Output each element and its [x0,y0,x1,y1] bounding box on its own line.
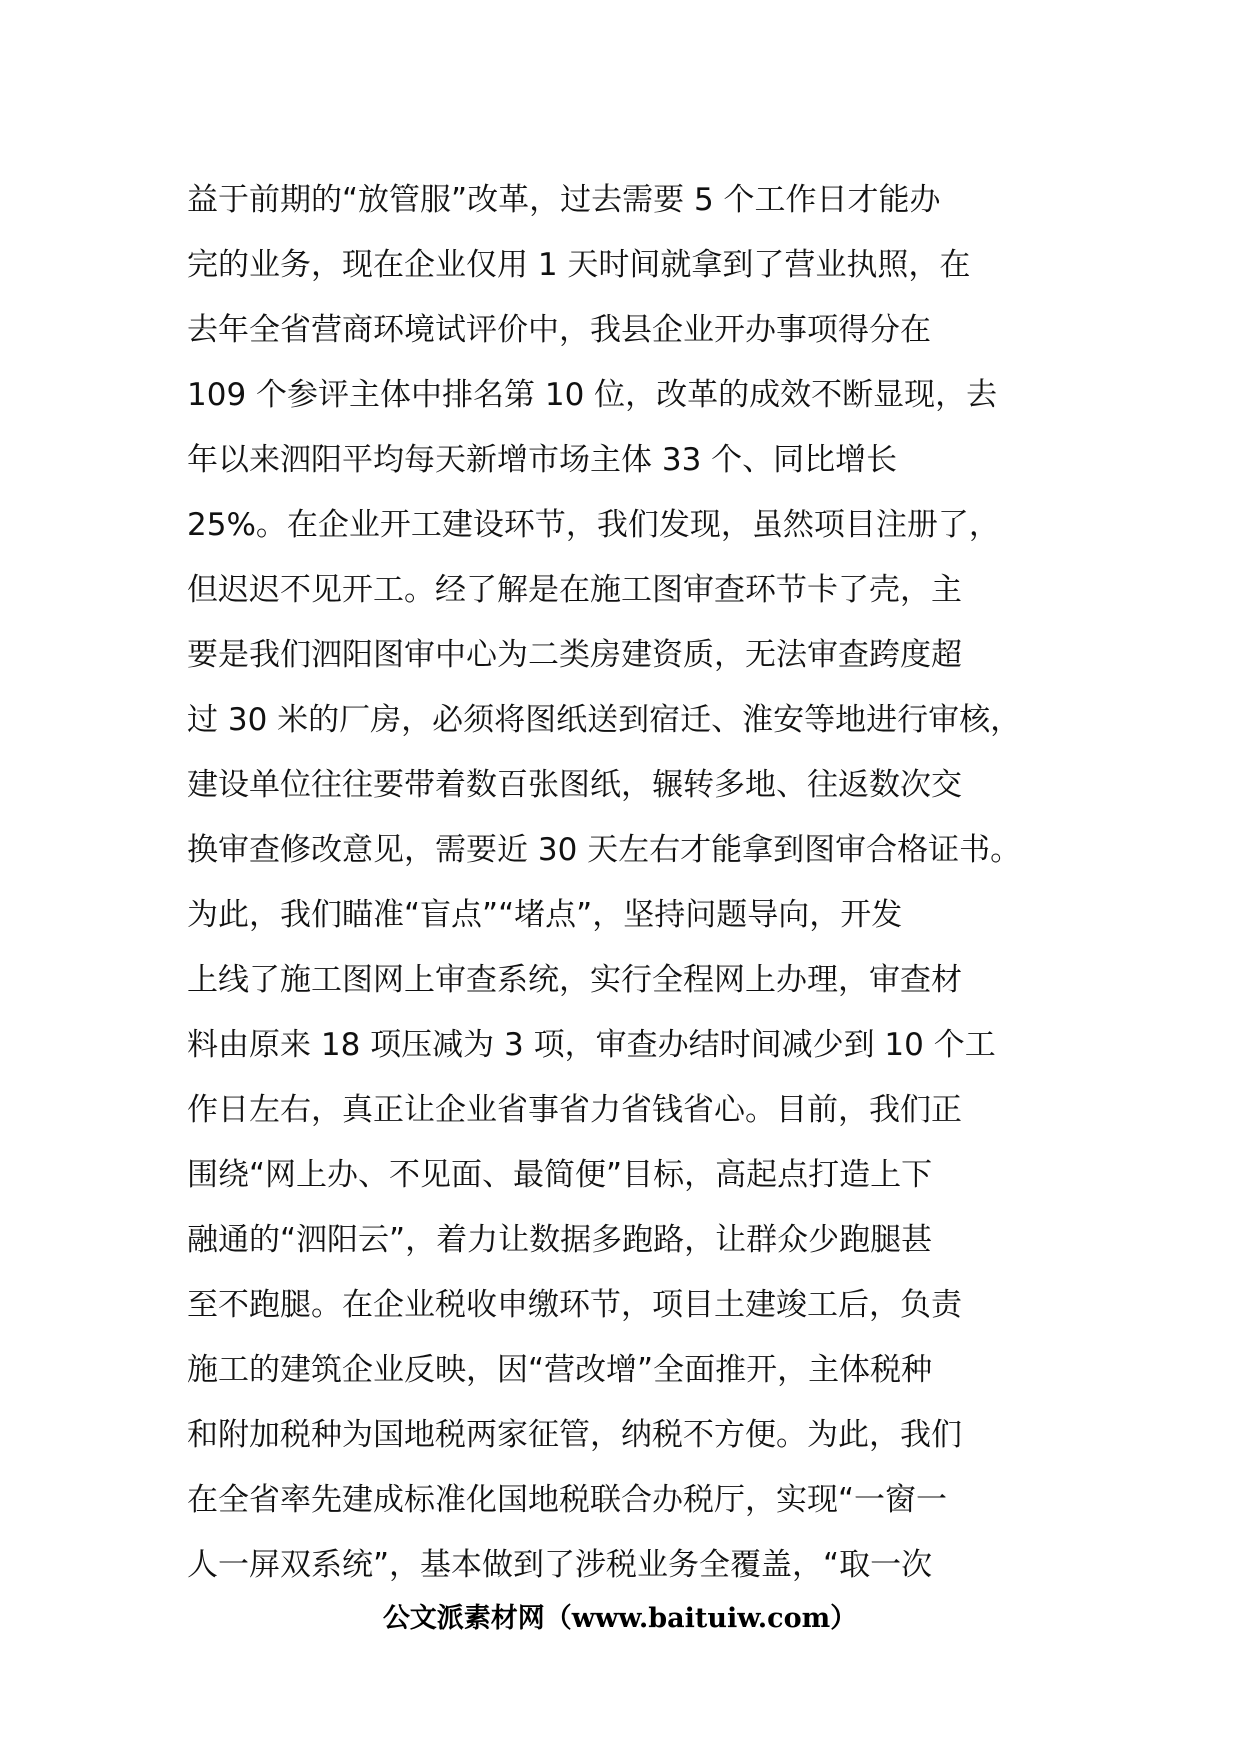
text-line: 益于前期的“放管服”改革，过去需要 5 个工作日才能办 [187,182,941,218]
text-line: 25%。在企业开工建设环节，我们发现，虽然项目注册了， [187,507,1000,543]
text-line: 作日左右，真正让企业省事省力省钱省心。目前，我们正 [187,1092,962,1128]
text-line: 完的业务，现在企业仅用 1 天时间就拿到了营业执照，在 [187,247,971,283]
text-line: 109 个参评主体中排名第 10 位，改革的成效不断显现，去 [187,377,998,413]
text-line: 要是我们泗阳图审中心为二类房建资质，无法审查跨度超 [187,637,962,673]
page-footer-source: 公文派素材网（www.baituiw.com） [382,1603,858,1634]
text-line: 过 30 米的厂房，必须将图纸送到宿迁、淮安等地进行审核， [187,702,1022,738]
text-line: 建设单位往往要带着数百张图纸，辗转多地、往返数次交 [187,767,962,803]
text-line: 为此，我们瞄准“盲点”“堵点”，坚持问题导向，开发 [187,897,903,933]
text-line: 上线了施工图网上审查系统，实行全程网上办理，审查材 [187,962,962,998]
body-text [187,168,1087,1598]
text-line: 去年全省营商环境试评价中，我县企业开办事项得分在 [187,312,931,348]
text-line: 但迟迟不见开工。经了解是在施工图审查环节卡了壳，主 [187,572,962,608]
text-line: 融通的“泗阳云”，着力让数据多跑路，让群众少跑腿甚 [187,1222,933,1258]
text-line: 至不跑腿。在企业税收申缴环节，项目土建竣工后，负责 [187,1287,962,1323]
text-line: 围绕“网上办、不见面、最简便”目标，高起点打造上下 [187,1157,933,1193]
text-line: 施工的建筑企业反映，因“营改增”全面推开，主体税种 [187,1352,933,1388]
text-line: 在全省率先建成标准化国地税联合办税厅，实现“一窗一 [187,1482,948,1518]
text-line: 人一屏双系统”，基本做到了涉税业务全覆盖，“取一次 [187,1547,933,1583]
text-line: 和附加税种为国地税两家征管，纳税不方便。为此，我们 [187,1417,962,1453]
text-line: 年以来泗阳平均每天新增市场主体 33 个、同比增长 [187,442,898,478]
text-line: 料由原来 18 项压减为 3 项，审查办结时间减少到 10 个工 [187,1027,996,1063]
text-line: 换审查修改意见，需要近 30 天左右才能拿到图审合格证书。 [187,832,1022,868]
